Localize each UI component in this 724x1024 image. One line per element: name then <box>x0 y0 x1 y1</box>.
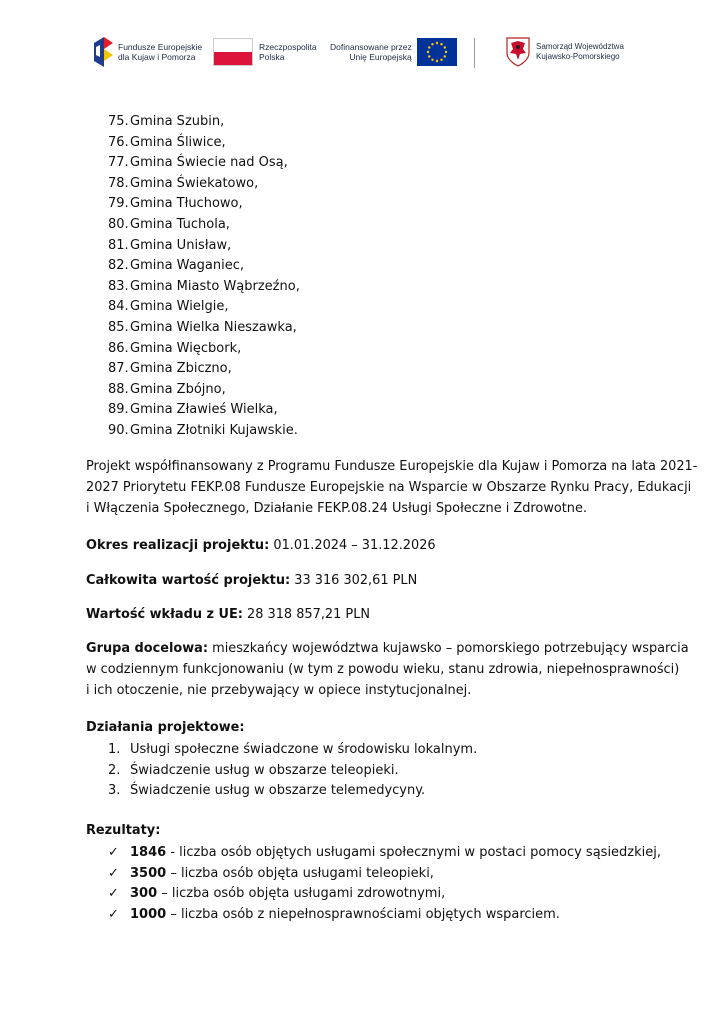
header-logos <box>0 30 724 74</box>
list-item-number: 87. <box>108 361 129 377</box>
list-item <box>108 380 300 401</box>
checkmark-icon: ✓ <box>108 906 119 922</box>
period-label: Okres realizacji projektu: <box>86 538 270 553</box>
action-number: 1. <box>108 742 121 757</box>
list-item-text: Gmina Tuchola, <box>130 216 230 232</box>
actions-list <box>108 740 477 802</box>
total-value: 33 316 302,61 PLN <box>290 573 418 588</box>
target-line-3: i ich otoczenie, nie przebywający w opiece instytucjonalnej. <box>86 683 472 698</box>
total-label: Całkowita wartość projektu: <box>86 573 291 588</box>
project-total-value <box>86 570 646 591</box>
list-item-number: 83. <box>108 278 129 294</box>
action-text: Usługi społeczne świadczone w środowisku lokalnym. <box>130 742 478 757</box>
list-item <box>108 236 300 257</box>
action-item <box>108 740 477 761</box>
action-text: Świadczenie usług w obszarze teleopieki. <box>130 762 399 778</box>
project-description <box>86 456 698 519</box>
list-item-number: 88. <box>108 381 129 397</box>
eu-value: 28 318 857,21 PLN <box>242 607 371 622</box>
list-item <box>108 133 300 154</box>
result-value: 300 <box>130 886 158 901</box>
list-item-text: Gmina Świecie nad Osą, <box>130 155 288 171</box>
actions-heading: Działania projektowe: <box>86 720 245 735</box>
list-item-text: Gmina Śliwice, <box>130 134 226 150</box>
polish-flag-icon <box>213 38 253 66</box>
list-item-text: Gmina Miasto Wąbrzeźno, <box>130 278 300 294</box>
result-item <box>108 905 661 926</box>
list-item-number: 75. <box>108 114 129 129</box>
gminy-list <box>108 112 300 442</box>
result-item <box>108 843 661 864</box>
target-line-1: mieszkańcy województwa kujawsko – pomorskiego potrzebujący wsparcia <box>208 641 689 656</box>
list-item-number: 85. <box>108 319 129 335</box>
list-item-number: 79. <box>108 196 129 212</box>
list-item-text: Gmina Więcbork, <box>130 340 242 356</box>
ue-logo-line2: Unię Europejską <box>349 52 412 62</box>
fe-logo-line2: dla Kujaw i Pomorza <box>118 52 196 62</box>
list-item <box>108 421 300 442</box>
list-item <box>108 400 300 421</box>
project-line-1: Projekt współfinansowany z Programu Fundusze Europejskie dla Kujaw i Pomorza na lata 2021- <box>86 459 698 474</box>
list-item-text: Gmina Tłuchowo, <box>130 196 243 212</box>
action-number: 3. <box>108 783 121 798</box>
checkmark-icon: ✓ <box>108 886 119 901</box>
result-text: – liczba osób objęta usługami teleopieki, <box>166 865 434 881</box>
rp-logo-line1: Rzeczpospolita <box>259 42 317 52</box>
list-item-number: 80. <box>108 216 129 232</box>
list-item-number: 82. <box>108 258 129 274</box>
list-item-text: Gmina Waganiec, <box>130 258 245 274</box>
list-item <box>108 215 300 236</box>
list-item-number: 81. <box>108 237 129 253</box>
list-item-text: Gmina Wielka Nieszawka, <box>130 319 297 335</box>
action-number: 2. <box>108 762 121 778</box>
logo-divider <box>474 38 475 68</box>
eu-cofinanced-logo <box>330 30 457 74</box>
list-item-text: Gmina Unisław, <box>130 237 232 253</box>
list-item <box>108 174 300 195</box>
samorzad-logo <box>506 30 624 74</box>
ue-logo-line1: Dofinansowane przez <box>330 42 412 52</box>
list-item-text: Gmina Świekatowo, <box>130 175 259 191</box>
result-text: – liczba osób objęta usługami zdrowotnymi, <box>157 886 446 901</box>
result-item <box>108 884 661 905</box>
result-item <box>108 864 661 885</box>
list-item-number: 89. <box>108 402 129 418</box>
project-period <box>86 535 646 556</box>
list-item-text: Gmina Zbójno, <box>130 381 226 397</box>
list-item <box>108 256 300 277</box>
result-value: 1000 <box>130 906 167 922</box>
kp-logo-line2: Kujawsko-Pomorskiego <box>536 52 620 61</box>
eu-label: Wartość wkładu z UE: <box>86 607 243 622</box>
list-item-text: Gmina Wielgie, <box>130 299 229 315</box>
list-item-number: 76. <box>108 134 129 150</box>
list-item <box>108 318 300 339</box>
checkmark-icon: ✓ <box>108 845 119 860</box>
list-item <box>108 339 300 360</box>
list-item <box>108 194 300 215</box>
rzeczpospolita-logo <box>213 30 317 74</box>
project-line-2: 2027 Priorytetu FEKP.08 Fundusze Europejskie na Wsparcie w Obszarze Rynku Pracy, Edukacji <box>86 480 692 495</box>
project-eu-contribution <box>86 604 646 625</box>
list-item-text: Gmina Złotniki Kujawskie. <box>130 422 298 438</box>
list-item <box>108 359 300 380</box>
coat-of-arms-icon <box>506 37 530 67</box>
eu-flag-icon <box>417 38 457 66</box>
list-item <box>108 153 300 174</box>
result-value: 3500 <box>130 865 167 881</box>
target-line-2: w codziennym funkcjonowaniu (w tym z powodu wieku, stanu zdrowia, niepełnosprawności) <box>86 662 680 677</box>
list-item-text: Gmina Zbiczno, <box>130 361 232 377</box>
project-line-3: i Włączenia Społecznego, Działanie FEKP.08.24 Usługi Społeczne i Zdrowotne. <box>86 501 587 516</box>
list-item <box>108 112 300 133</box>
result-value: 1846 <box>130 845 167 860</box>
action-item <box>108 761 477 782</box>
list-item-number: 77. <box>108 155 129 171</box>
fundusze-europejskie-logo <box>92 30 202 74</box>
list-item <box>108 297 300 318</box>
results-heading: Rezultaty: <box>86 823 161 838</box>
result-text: - liczba osób objętych usługami społecznymi w postaci pomocy sąsiedzkiej, <box>166 845 662 860</box>
rp-logo-line2: Polska <box>259 52 285 62</box>
list-item-number: 86. <box>108 340 129 356</box>
list-item-number: 84. <box>108 299 129 315</box>
fe-logo-line1: Fundusze Europejskie <box>118 42 203 52</box>
list-item-number: 78. <box>108 175 129 191</box>
list-item-text: Gmina Zławieś Wielka, <box>130 402 278 418</box>
action-text: Świadczenie usług w obszarze telemedycyny. <box>130 783 426 798</box>
results-list <box>108 843 661 925</box>
list-item <box>108 277 300 298</box>
result-text: – liczba osób z niepełnosprawnościami objętych wsparciem. <box>166 906 560 922</box>
kp-logo-line1: Samorząd Województwa <box>536 42 624 51</box>
list-item-text: Gmina Szubin, <box>130 114 225 129</box>
list-item-number: 90. <box>108 422 129 438</box>
period-value: 01.01.2024 – 31.12.2026 <box>269 538 436 553</box>
fe-logo-icon <box>92 37 114 67</box>
checkmark-icon: ✓ <box>108 865 119 881</box>
action-item <box>108 781 477 802</box>
target-group <box>86 638 689 701</box>
target-label: Grupa docelowa: <box>86 641 209 656</box>
